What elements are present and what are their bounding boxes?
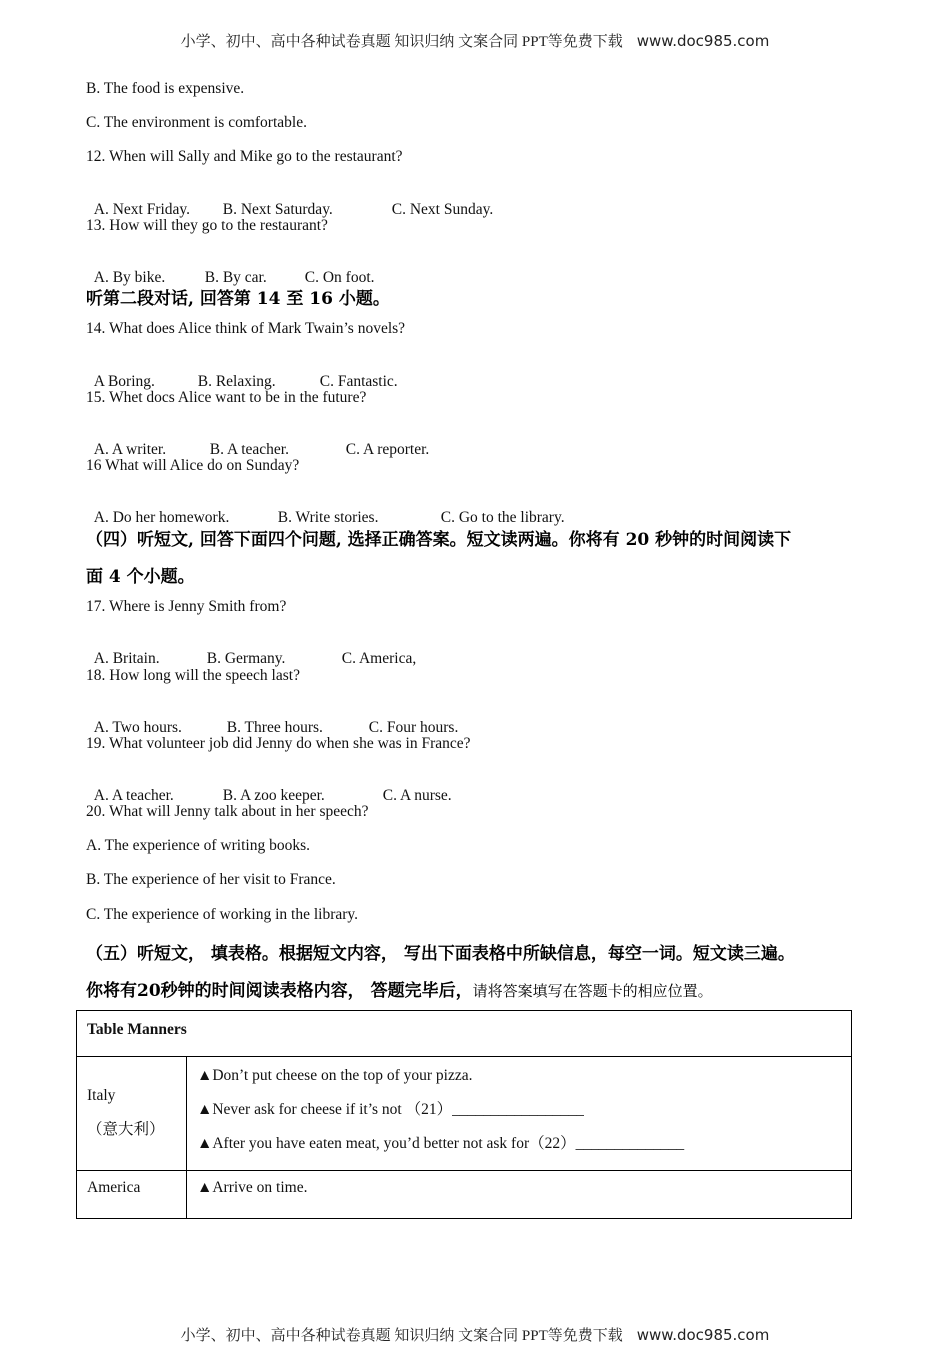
q20-option-b: B. The experience of her visit to France. (86, 871, 336, 888)
q15-option-a: A. A writer. (93, 441, 167, 458)
section-2-heading: 听第二段对话, 回答第 14 至 16 小题。 (86, 289, 390, 309)
q14-option-c: C. Fantastic. (319, 373, 398, 390)
q15-option-c: C. A reporter. (345, 441, 430, 458)
table-title: Table Manners (77, 1011, 852, 1057)
section-5-heading: （五）听短文， 填表格。根据短文内容， 写出下面表格中所缺信息，每空一词。短文读三遍。 (86, 944, 795, 964)
q16-option-c: C. Go to the library. (440, 509, 565, 526)
q13-option-b: B. By car. (204, 269, 267, 286)
question-19: 19. What volunteer job did Jenny do when she was in France? (86, 735, 471, 752)
table-manners (76, 1010, 852, 1219)
question-14: 14. What does Alice think of Mark Twain’s novels? (86, 320, 406, 337)
italy-rule-3-blank-22: ▲After you have eaten meat, you’d better not ask for（22）______________ (197, 1135, 685, 1152)
question-16: 16 What will Alice do on Sunday? (86, 457, 300, 474)
question-17: 17. Where is Jenny Smith from? (86, 598, 287, 615)
question-14-options (86, 355, 398, 391)
italy-rule-2-blank-21: ▲Never ask for cheese if it’s not （21）_________________ (197, 1101, 584, 1118)
section-4-heading-cont: 面 4 个小题。 (86, 567, 195, 587)
q20-option-c: C. The experience of working in the library. (86, 906, 359, 923)
america-rule-1: ▲Arrive on time. (187, 1171, 852, 1219)
header-text: 小学、初中、高中各种试卷真题 知识归纳 文案合同 PPT等免费下载 (180, 34, 623, 50)
q19-option-a: A. A teacher. (93, 787, 174, 804)
q14-option-a: A Boring. (93, 373, 155, 390)
header-site-link[interactable]: www.doc985.com (636, 32, 770, 50)
question-12-options (86, 183, 493, 219)
q12-option-b: B. Next Saturday. (222, 201, 333, 218)
country-america: America (77, 1171, 187, 1219)
q11-option-c: C. The environment is comfortable. (86, 114, 307, 131)
q12-option-c: C. Next Sunday. (391, 201, 494, 218)
q19-option-c: C. A nurse. (382, 787, 452, 804)
page-footer (0, 1324, 950, 1345)
page-header (0, 30, 950, 51)
question-15: 15. Whet docs Alice want to be in the future? (86, 389, 367, 406)
q20-option-a: A. The experience of writing books. (86, 837, 310, 854)
q17-option-c: C. America, (341, 650, 417, 667)
italy-rules (187, 1057, 852, 1171)
question-16-options (86, 491, 565, 527)
question-19-options (86, 769, 452, 805)
italy-cn: （意大利） (87, 1121, 165, 1138)
q11-option-b: B. The food is expensive. (86, 80, 245, 97)
section-5-heading-cont (86, 976, 713, 1001)
country-italy (77, 1057, 187, 1171)
q18-option-b: B. Three hours. (226, 719, 323, 736)
question-12: 12. When will Sally and Mike go to the restaurant? (86, 148, 403, 165)
question-13-options (86, 251, 375, 287)
q15-option-b: B. A teacher. (209, 441, 289, 458)
q16-option-a: A. Do her homework. (93, 509, 230, 526)
question-20: 20. What will Jenny talk about in her speech? (86, 803, 369, 820)
q18-option-c: C. Four hours. (368, 719, 459, 736)
italy-en: Italy (87, 1087, 116, 1104)
question-18: 18. How long will the speech last? (86, 667, 300, 684)
q19-option-b: B. A zoo keeper. (222, 787, 325, 804)
section-5-normal-text: 请将答案填写在答题卡的相应位置。 (472, 982, 713, 1000)
section-4-heading: （四）听短文, 回答下面四个问题, 选择正确答案。短文读两遍。你将有 20 秒钟的时间阅读下 (86, 530, 792, 550)
question-17-options (86, 632, 416, 668)
q16-option-b: B. Write stories. (277, 509, 379, 526)
footer-site-link[interactable]: www.doc985.com (636, 1326, 770, 1344)
q12-option-a: A. Next Friday. (93, 201, 191, 218)
footer-text: 小学、初中、高中各种试卷真题 知识归纳 文案合同 PPT等免费下载 (180, 1328, 623, 1344)
question-15-options (86, 423, 429, 459)
q18-option-a: A. Two hours. (93, 719, 182, 736)
question-18-options (86, 701, 458, 737)
q13-option-c: C. On foot. (304, 269, 375, 286)
italy-rule-1: ▲Don’t put cheese on the top of your pizza. (197, 1067, 473, 1084)
q17-option-b: B. Germany. (206, 650, 286, 667)
section-5-bold-text: 你将有20秒钟的时间阅读表格内容， 答题完毕后， (86, 981, 473, 1001)
q17-option-a: A. Britain. (93, 650, 160, 667)
q14-option-b: B. Relaxing. (197, 373, 276, 390)
question-13: 13. How will they go to the restaurant? (86, 217, 328, 234)
q13-option-a: A. By bike. (93, 269, 166, 286)
